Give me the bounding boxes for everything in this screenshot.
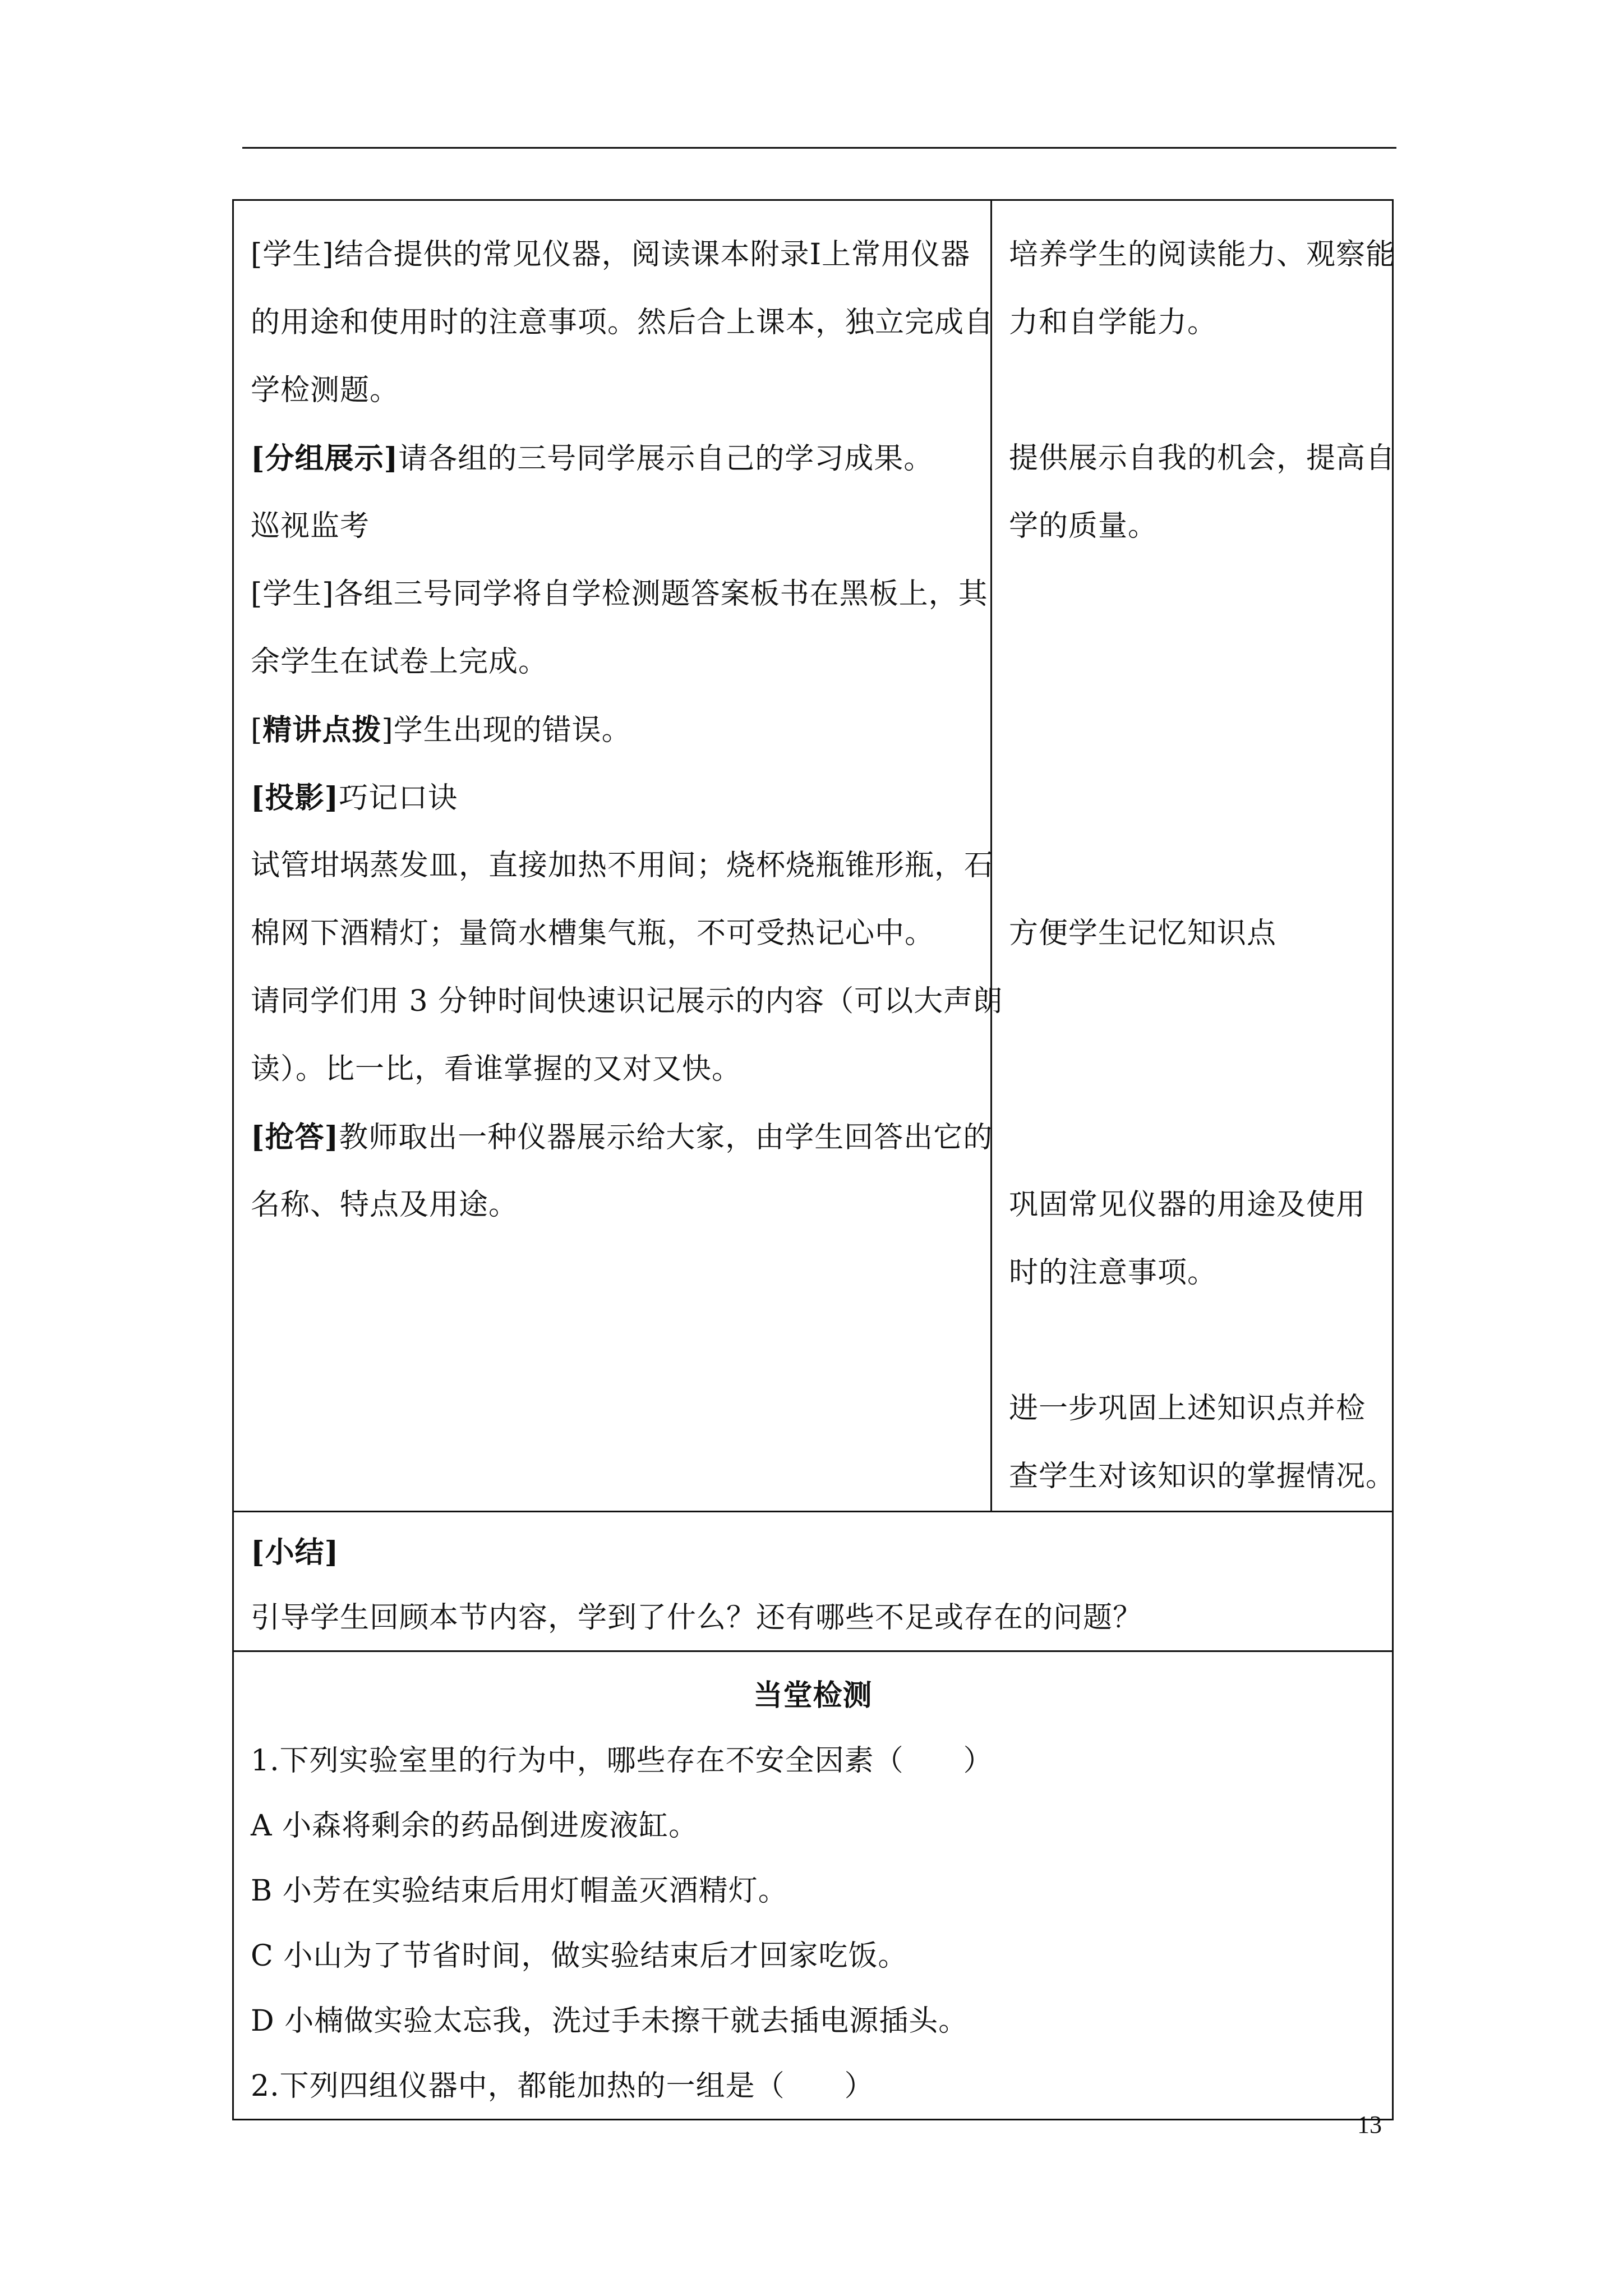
- text-line: [251, 1103, 993, 1171]
- text-line: 查学生对该知识的掌握情况。: [1009, 1460, 1396, 1493]
- test-row: [233, 1651, 1393, 2120]
- quick-answer-text: 教师取出一种仪器展示给大家，由学生回答出它的: [339, 1121, 993, 1154]
- option-line: B 小芳在实验结束后用灯帽盖灭酒精灯。: [251, 1874, 788, 1908]
- text-line: [251, 764, 974, 832]
- text-line: 试管坩埚蒸发皿，直接加热不用间；烧杯烧瓶锥形瓶，石: [251, 849, 994, 882]
- text-line: 余学生在试卷上完成。: [251, 645, 548, 679]
- text-line: 的用途和使用时的注意事项。然后合上课本，独立完成自: [251, 306, 994, 339]
- text-line: 时的注意事项。: [1009, 1256, 1218, 1290]
- text-line: 请同学们用 3 分钟时间快速识记展示的内容（可以大声朗: [251, 984, 1003, 1018]
- text-line: [学生]各组三号同学将自学检测题答案板书在黑板上，其: [251, 577, 988, 611]
- question-line: 2.下列四组仪器中，都能加热的一组是（ ）: [251, 2069, 874, 2103]
- text-line: 方便学生记忆知识点: [1009, 917, 1277, 950]
- explain-tag: 精讲点拨: [262, 713, 382, 747]
- header-rule: [242, 147, 1396, 149]
- text-line: 名称、特点及用途。: [251, 1188, 519, 1222]
- summary-row: [233, 1512, 1393, 1651]
- group-display-tag: [分组展示]: [251, 441, 399, 476]
- summary-text: 引导学生回顾本节内容，学到了什么？还有哪些不足或存在的问题？: [251, 1601, 1143, 1635]
- lesson-table: [232, 199, 1394, 2120]
- text-line: 读）。比一比，看谁掌握的又对又快。: [251, 1052, 742, 1086]
- projection-tag: [投影]: [251, 781, 339, 815]
- text-line: 巩固常见仪器的用途及使用: [1009, 1188, 1366, 1222]
- text-line: 棉网下酒精灯；量筒水槽集气瓶，不可受热记心中。: [251, 917, 935, 950]
- text-line: 培养学生的阅读能力、观察能: [1009, 238, 1396, 272]
- projection-text: 巧记口诀: [339, 781, 458, 815]
- text-line: [学生]结合提供的常见仪器，阅读课本附录Ⅰ上常用仪器: [251, 238, 971, 272]
- explain-text: ]学生出现的错误。: [381, 714, 631, 747]
- test-title: 当堂检测: [753, 1678, 873, 1713]
- option-line: A 小森将剩余的药品倒进废液缸。: [251, 1809, 699, 1843]
- page-number: 13: [1357, 2111, 1382, 2138]
- design-intent-cell: [992, 200, 1396, 1512]
- summary-cell: [233, 1512, 1393, 1651]
- text-line: 进一步巩固上述知识点并检: [1009, 1392, 1366, 1425]
- teaching-activity-cell: [233, 200, 1003, 1512]
- text-line: [精讲点拨]学生出现的错误。: [251, 713, 631, 747]
- activity-row: [233, 200, 1393, 1512]
- text-line: [251, 425, 974, 493]
- summary-tag: [小结]: [251, 1535, 339, 1570]
- text-line: 学的质量。: [1009, 509, 1158, 543]
- text-line: 巡视监考: [251, 509, 370, 543]
- text-line: 力和自学能力。: [1009, 306, 1218, 339]
- text-line: 提供展示自我的机会，提高自: [1009, 441, 1396, 475]
- group-display-text: 请各组的三号同学展示自己的学习成果。: [398, 442, 934, 476]
- option-line: C 小山为了节省时间，做实验结束后才回家吃饭。: [251, 1939, 908, 1973]
- text-line: 学检测题。: [251, 374, 400, 407]
- question-line: 1.下列实验室里的行为中，哪些存在不安全因素（ ）: [251, 1744, 993, 1778]
- test-cell: [233, 1651, 1393, 2120]
- option-line: D 小楠做实验太忘我，洗过手未擦干就去插电源插头。: [251, 2004, 969, 2038]
- quick-answer-tag: [抢答]: [251, 1120, 339, 1154]
